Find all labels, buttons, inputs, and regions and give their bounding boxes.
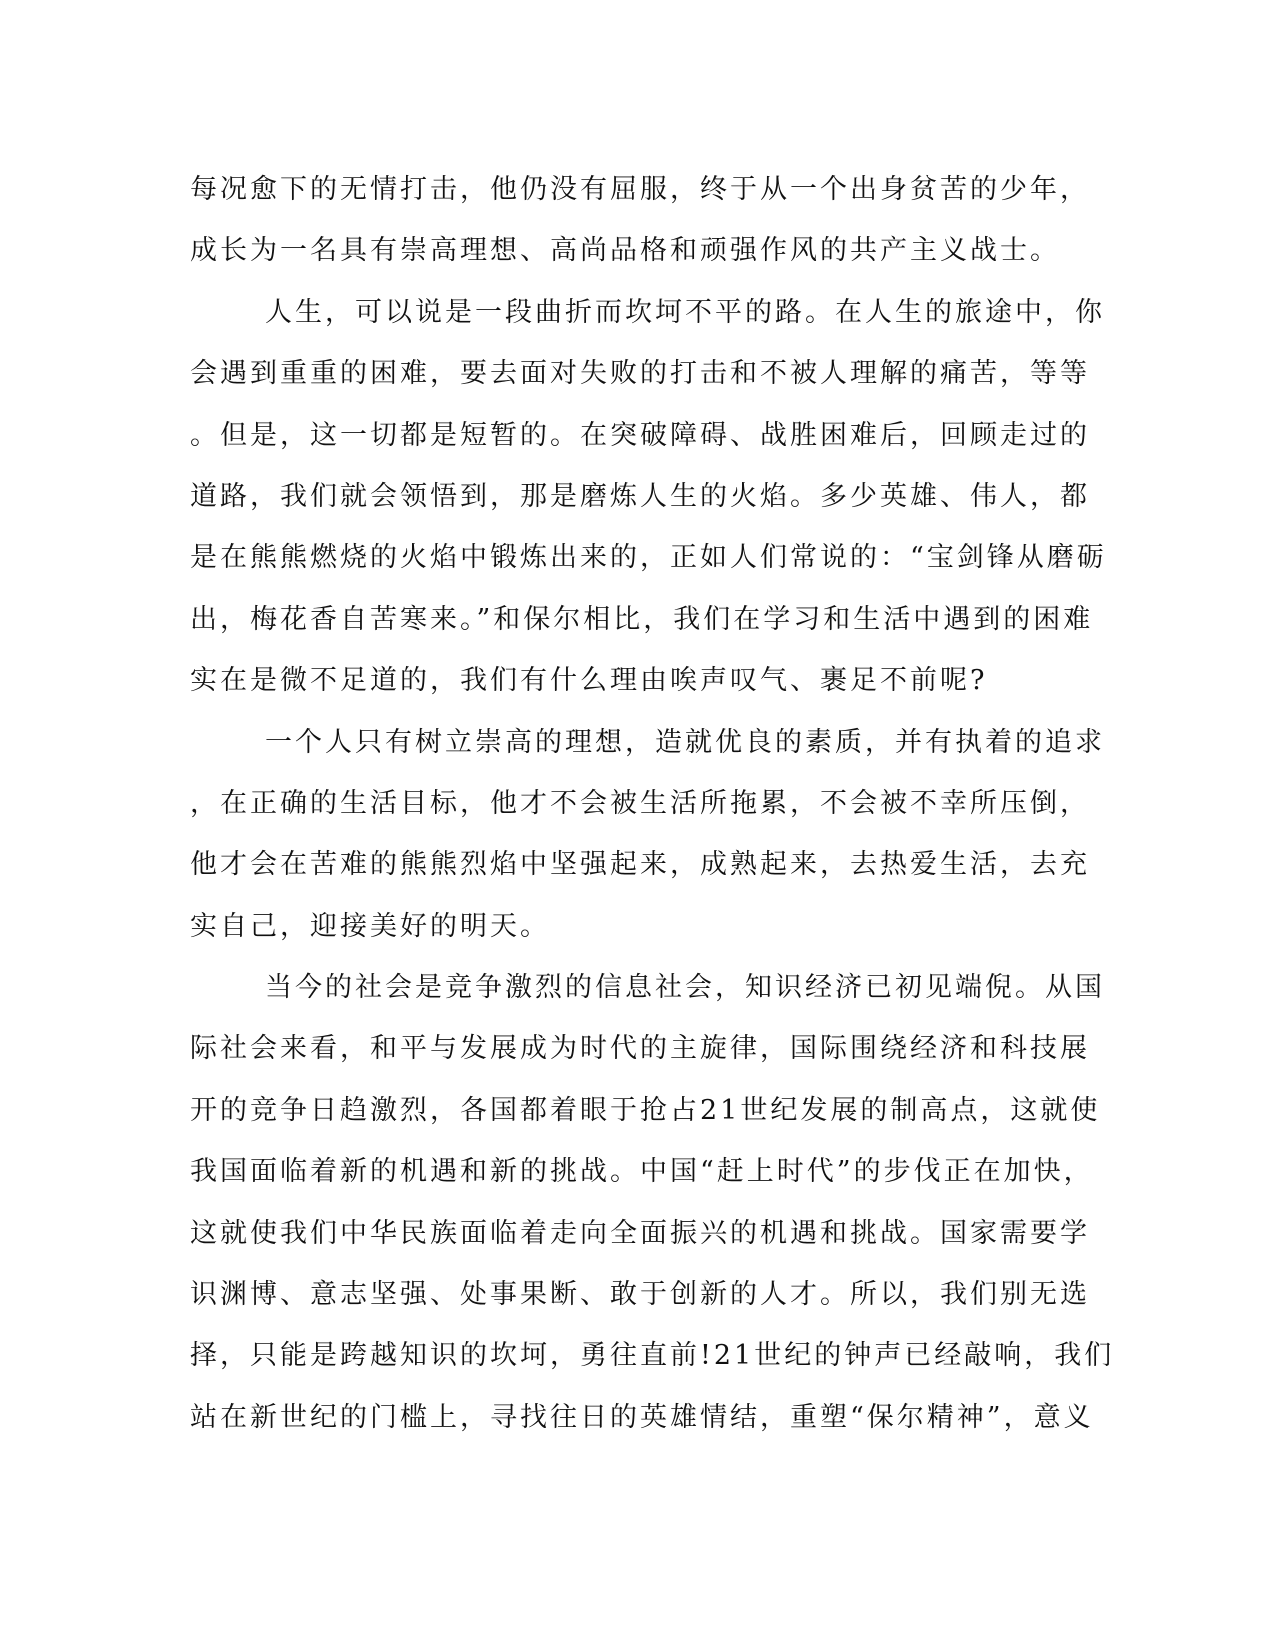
text-line: 出，梅花香自苦寒来。”和保尔相比，我们在学习和生活中遇到的困难	[190, 603, 1094, 635]
text-line: 他才会在苦难的熊熊烈焰中坚强起来，成熟起来，去热爱生活，去充	[190, 849, 1090, 881]
text-line: 实在是微不足道的，我们有什么理由唉声叹气、裹足不前呢?	[190, 665, 988, 697]
text-line: 是在熊熊燃烧的火焰中锻炼出来的，正如人们常说的：“宝剑锋从磨砺	[190, 542, 1107, 574]
text-line: 会遇到重重的困难，要去面对失败的打击和不被人理解的痛苦，等等	[190, 358, 1090, 390]
paragraph-start-line: 人生，可以说是一段曲折而坎坷不平的路。在人生的旅途中，你	[265, 296, 1105, 328]
document-body	[190, 159, 1115, 1448]
paragraph-start-line: 一个人只有树立崇高的理想，造就优良的素质，并有执着的追求	[265, 726, 1105, 758]
text-line: 开的竞争日趋激烈，各国都着眼于抢占21世纪发展的制高点，这就使	[190, 1094, 1101, 1126]
text-line: 站在新世纪的门槛上，寻找往日的英雄情结，重塑“保尔精神”，意义	[190, 1401, 1094, 1433]
text-line: 实自己，迎接美好的明天。	[190, 910, 550, 942]
text-line: 每况愈下的无情打击，他仍没有屈服，终于从一个出身贫苦的少年，	[190, 174, 1090, 205]
text-line: 。但是，这一切都是短暂的。在突破障碍、战胜困难后，回顾走过的	[190, 419, 1090, 451]
text-line: 道路，我们就会领悟到，那是磨炼人生的火焰。多少英雄、伟人，都	[190, 480, 1090, 512]
text-line: 我国面临着新的机遇和新的挑战。中国“赶上时代”的步伐正在加快，	[190, 1156, 1094, 1188]
text-line: 这就使我们中华民族面临着走向全面振兴的机遇和挑战。国家需要学	[190, 1217, 1090, 1249]
text-line: 识渊博、意志坚强、处事果断、敢于创新的人才。所以，我们别无选	[190, 1279, 1090, 1311]
text-line: 际社会来看，和平与发展成为时代的主旋律，国际围绕经济和科技展	[190, 1033, 1090, 1065]
text-line: ，在正确的生活目标，他才不会被生活所拖累，不会被不幸所压倒，	[190, 787, 1090, 819]
paragraph-start-line: 当今的社会是竞争激烈的信息社会，知识经济已初见端倪。从国	[265, 972, 1105, 1004]
text-line: 成长为一名具有崇高理想、高尚品格和顽强作风的共产主义战士。	[190, 235, 1060, 267]
text-line: 择，只能是跨越知识的坎坷，勇往直前!21世纪的钟声已经敲响，我们	[190, 1340, 1115, 1372]
